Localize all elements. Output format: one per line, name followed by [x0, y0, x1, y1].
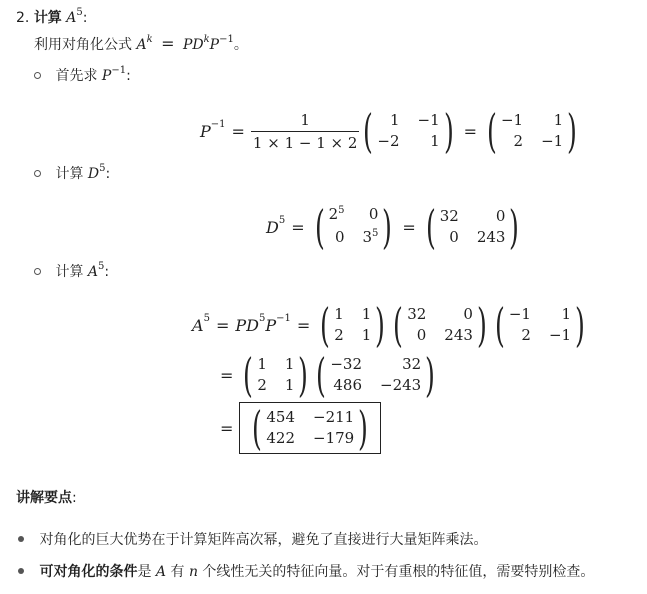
matrix-result	[248, 401, 372, 455]
matrix-entry: 454	[266, 408, 295, 426]
equals-sign: =	[215, 315, 230, 335]
matrix-entry: −1	[508, 305, 531, 323]
section-heading	[16, 8, 87, 30]
note-text: 有	[166, 564, 189, 580]
intro-end: 。	[233, 37, 248, 53]
bullet-icon	[18, 536, 24, 542]
note-bold: 可对角化的条件	[39, 564, 138, 580]
d5-lhs: D	[266, 217, 279, 237]
matrix-entry: 1	[361, 305, 372, 323]
matrix-adj	[359, 104, 457, 158]
matrix-entry: 2	[257, 376, 267, 394]
a5-line-3	[214, 402, 381, 454]
intro-lhs: A	[136, 37, 147, 53]
parenthesis: (	[320, 298, 331, 352]
matrix-entry: −1	[541, 132, 564, 150]
matrix-d5	[422, 200, 524, 254]
matrix-entry: −1	[417, 111, 440, 129]
step2-label: 计算	[55, 166, 84, 182]
equals-sign: =	[296, 315, 311, 335]
step1-exp: −1	[111, 65, 127, 76]
hollow-bullet-icon	[34, 72, 41, 79]
list-item	[18, 530, 487, 550]
fraction-numerator: 1	[300, 110, 310, 129]
a5-line-1	[192, 298, 589, 352]
intro-text: 利用对角化公式	[34, 37, 132, 53]
equals-sign: =	[463, 121, 477, 141]
matrix-entry: 422	[266, 429, 295, 447]
matrix-entry: 243	[444, 326, 473, 344]
notes-title: 讲解要点	[16, 490, 72, 506]
matrix-entry: 0	[368, 205, 379, 223]
a5-line-2	[214, 348, 439, 402]
pinv-equation	[200, 104, 581, 158]
matrix-entry: 0	[334, 228, 345, 246]
notes-colon: :	[72, 490, 77, 506]
parenthesis: (	[252, 401, 263, 455]
parenthesis: )	[425, 348, 436, 402]
matrix-p	[316, 298, 389, 352]
step1-label: 首先求	[55, 68, 98, 84]
matrix-entry: 2	[513, 132, 524, 150]
matrix-entry: 2	[334, 326, 344, 344]
matrix-entry: 1	[284, 376, 295, 394]
note-var: A	[155, 564, 167, 580]
d5-equation	[266, 200, 523, 254]
equals-sign: =	[291, 217, 305, 237]
parenthesis: )	[298, 348, 309, 402]
pinv-lhs: P	[200, 121, 211, 141]
bullet-icon	[18, 568, 24, 574]
parenthesis: (	[487, 104, 497, 158]
note-text: 是	[137, 564, 156, 580]
equals-sign: =	[402, 217, 416, 237]
matrix-entry: 1	[389, 111, 400, 129]
matrix-entry: −179	[313, 429, 355, 447]
heading-colon: :	[82, 10, 88, 26]
step2-exp: 5	[99, 163, 106, 174]
matrix-d-powers	[311, 200, 397, 254]
step3-label: 计算	[55, 264, 84, 280]
matrix-product-1	[312, 348, 439, 402]
result-box	[239, 402, 381, 454]
matrix-entry: −211	[313, 408, 355, 426]
matrix-entry: 32	[439, 207, 459, 225]
note-var: n	[188, 564, 198, 580]
matrix-entry: 0	[463, 305, 473, 323]
step2-colon: :	[105, 166, 111, 182]
parenthesis: )	[443, 104, 454, 158]
parenthesis: (	[363, 104, 374, 158]
matrix-entry: $2^5$	[328, 205, 345, 223]
matrix-entry: 1	[284, 355, 295, 373]
matrix-entry: −243	[380, 376, 422, 394]
parenthesis: (	[425, 200, 436, 254]
intro-p-exp: −1	[219, 34, 234, 45]
parenthesis: )	[567, 104, 578, 158]
matrix-entry: 2	[521, 326, 531, 344]
parenthesis: (	[314, 200, 325, 254]
intro-p: P	[209, 37, 220, 53]
step1-colon: :	[126, 68, 131, 84]
note-text: 对角化的巨大优势在于计算矩阵高次幂，避免了直接进行大量矩阵乘法。	[39, 532, 488, 548]
hollow-bullet-icon	[34, 268, 41, 275]
matrix-entry: −1	[548, 326, 572, 344]
intro-rhs: PD	[182, 37, 204, 53]
a5-rhs-exp: 5	[258, 312, 266, 324]
intro-line	[34, 34, 248, 57]
intro-rhs-exp: k	[203, 34, 210, 45]
matrix-entry: $3^5$	[362, 228, 379, 246]
matrix-entry: 1	[361, 326, 372, 344]
pinv-fraction	[251, 111, 360, 152]
step2-line	[34, 164, 110, 186]
matrix-entry: 486	[333, 376, 363, 394]
matrix-d5-factor	[389, 298, 491, 352]
matrix-pinv	[483, 104, 581, 158]
step1-line	[34, 66, 131, 88]
matrix-entry: 32	[402, 355, 422, 373]
a5-p: P	[265, 315, 277, 335]
matrix-entry: 1	[430, 132, 440, 150]
parenthesis: (	[316, 348, 327, 402]
heading-title: 计算	[33, 10, 62, 26]
a5-rhs: PD	[235, 315, 259, 335]
fraction-denominator: 1 × 1 − 1 × 2	[251, 131, 360, 152]
matrix-entry: 1	[561, 305, 572, 323]
parenthesis: (	[243, 348, 254, 402]
parenthesis: )	[509, 200, 520, 254]
parenthesis: )	[575, 298, 585, 352]
matrix-entry: 1	[334, 305, 344, 323]
matrix-pinv-factor	[491, 298, 589, 352]
parenthesis: )	[375, 298, 386, 352]
equals-sign: =	[220, 418, 234, 438]
matrix-entry: 32	[407, 305, 427, 323]
parenthesis: )	[382, 200, 393, 254]
parenthesis: (	[393, 298, 404, 352]
heading-var: A	[66, 10, 77, 26]
step1-var: P	[101, 68, 112, 84]
step3-var: A	[87, 264, 99, 280]
notes-heading	[16, 488, 77, 508]
step3-exp: 5	[98, 261, 105, 272]
matrix-entry: −32	[330, 355, 363, 373]
parenthesis: )	[476, 298, 487, 352]
matrix-entry: 1	[257, 355, 267, 373]
equals-sign: =	[220, 365, 234, 385]
matrix-entry: −1	[500, 111, 524, 129]
matrix-entry: 1	[553, 111, 564, 129]
matrix-entry: −2	[377, 132, 400, 150]
pinv-lhs-exp: −1	[210, 118, 226, 130]
step3-line	[34, 262, 109, 284]
a5-p-exp: −1	[276, 312, 291, 324]
matrix-entry: 0	[495, 207, 506, 225]
matrix-entry: 0	[416, 326, 427, 344]
step3-colon: :	[104, 264, 110, 280]
matrix-entry: 243	[476, 228, 506, 246]
note-text: 个线性无关的特征向量。对于有重根的特征值，需要特别检查。	[197, 564, 595, 580]
hollow-bullet-icon	[34, 170, 41, 177]
step2-var: D	[87, 166, 100, 182]
a5-lhs-exp: 5	[203, 312, 210, 324]
section-number: 2.	[16, 10, 30, 26]
list-item	[18, 562, 594, 582]
parenthesis: )	[358, 401, 369, 455]
intro-lhs-exp: k	[146, 34, 153, 45]
matrix-entry: 0	[449, 228, 459, 246]
d5-lhs-exp: 5	[278, 214, 286, 226]
equals-sign: =	[161, 34, 175, 53]
parenthesis: (	[494, 298, 505, 352]
matrix-p-2	[239, 348, 312, 402]
heading-exp: 5	[76, 7, 83, 18]
equals-sign: =	[231, 121, 245, 141]
a5-lhs: A	[192, 315, 204, 335]
